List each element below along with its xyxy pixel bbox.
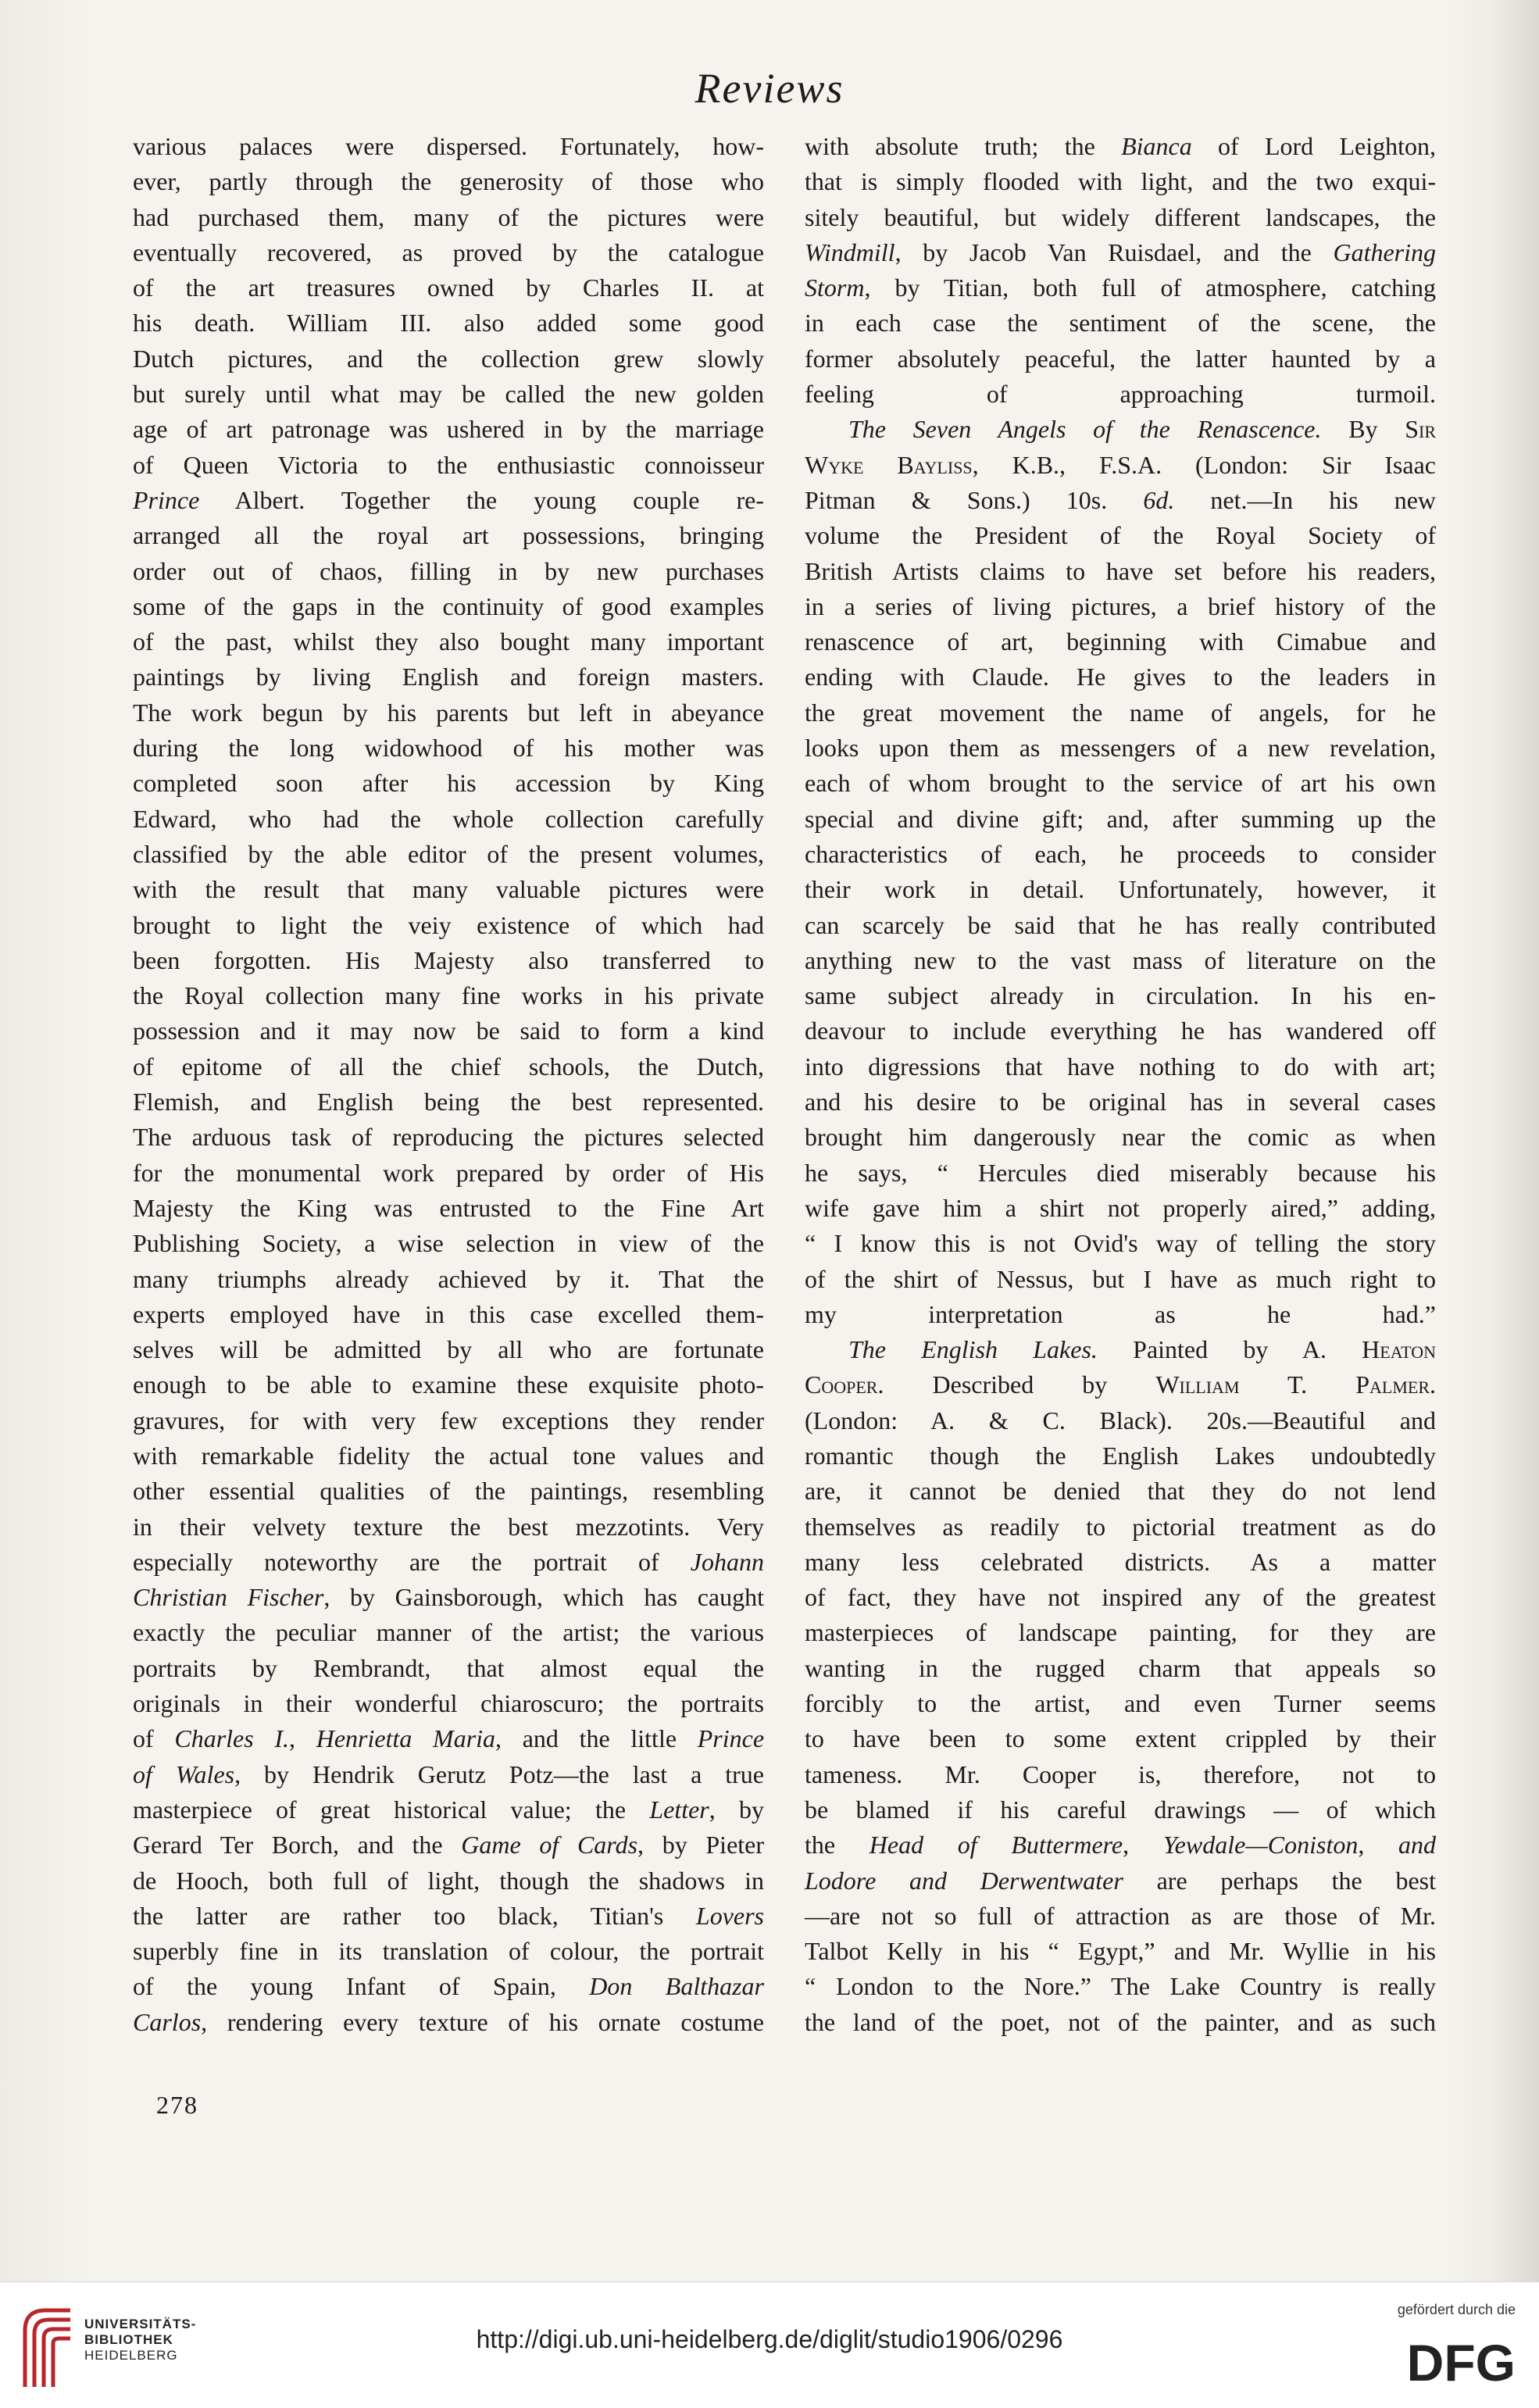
text-line: The Seven Angels of the Renascence. By Sir bbox=[848, 415, 1437, 444]
text-line: had purchased them, many of the pictures were bbox=[133, 202, 764, 231]
text-line: Flemish, and English being the best represented. bbox=[133, 1088, 764, 1116]
text-line: with the result that many valuable pictures were bbox=[133, 875, 764, 904]
text-line: same subject already in circulation. In his en- bbox=[805, 981, 1436, 1010]
text-line: be blamed if his careful drawings — of which bbox=[805, 1795, 1436, 1824]
text-line: Storm, by Titian, both full of atmosphere, catching bbox=[805, 273, 1436, 302]
text-line: of the art treasures owned by Charles II. at bbox=[133, 273, 764, 302]
text-line: characteristics of each, he proceeds to consider bbox=[805, 839, 1436, 868]
text-line: that is simply flooded with light, and the two exqui- bbox=[805, 167, 1436, 196]
text-line: many triumphs already achieved by it. That the bbox=[133, 1264, 764, 1293]
text-line: been forgotten. His Majesty also transferred to bbox=[133, 945, 764, 974]
text-line: to have been to some extent crippled by their bbox=[805, 1724, 1436, 1753]
text-line: each of whom brought to the service of art his own bbox=[805, 769, 1436, 798]
text-line: special and divine gift; and, after summing up the bbox=[805, 804, 1436, 833]
text-line: selves will be admitted by all who are fortunate bbox=[133, 1335, 764, 1364]
text-line: but surely until what may be called the new golden bbox=[133, 380, 764, 409]
text-line: masterpiece of great historical value; the Letter, by bbox=[133, 1795, 765, 1824]
text-line: especially noteworthy are the portrait of Johann bbox=[133, 1547, 764, 1576]
text-line: (London: A. & C. Black). 20s.—Beautiful and bbox=[805, 1406, 1436, 1434]
text-line: into digressions that have nothing to do with art; bbox=[805, 1052, 1436, 1081]
text-line: anything new to the vast mass of literature on the bbox=[805, 945, 1436, 974]
library-line: BIBLIOTHEK bbox=[84, 2332, 173, 2347]
text-line: volume the President of the Royal Society of bbox=[805, 521, 1436, 550]
library-line: UNIVERSITÄTS- bbox=[84, 2317, 197, 2331]
text-line: British Artists claims to have set before his readers, bbox=[805, 556, 1436, 585]
source-url-container bbox=[0, 2325, 1539, 2354]
text-line: possession and it may now be said to form a kind bbox=[133, 1016, 764, 1045]
text-line: gravures, for with very few exceptions they render bbox=[133, 1406, 764, 1434]
svg-text:DFG: DFG bbox=[1406, 2334, 1516, 2388]
text-line: are, it cannot be denied that they do not lend bbox=[805, 1477, 1436, 1506]
text-line: of the shirt of Nessus, but I have as much right to bbox=[805, 1264, 1436, 1293]
text-line: the great movement the name of angels, for he bbox=[805, 698, 1436, 727]
text-line: Gerard Ter Borch, and the Game of Cards, by Pieter bbox=[133, 1831, 765, 1860]
text-line: other essential qualities of the paintings, resembling bbox=[133, 1477, 764, 1506]
text-line: the latter are rather too black, Titian's Lovers bbox=[133, 1901, 764, 1930]
text-line: wanting in the rugged charm that appeals so bbox=[805, 1653, 1436, 1682]
text-line: looks upon them as messengers of a new revelation, bbox=[805, 734, 1436, 763]
text-line: in their velvety texture the best mezzotints. Very bbox=[133, 1512, 764, 1541]
text-line: “ London to the Nore.” The Lake Country is really bbox=[805, 1972, 1436, 2001]
text-line: of fact, they have not inspired any of the greatest bbox=[805, 1583, 1436, 1612]
text-line: classified by the able editor of the present volumes, bbox=[133, 839, 764, 868]
text-line: sitely beautiful, but widely different landscapes, the bbox=[805, 202, 1436, 231]
text-line: Windmill, by Jacob Van Ruisdael, and the Gathering bbox=[805, 238, 1436, 266]
text-line: my interpretation as he had.” bbox=[805, 1299, 1436, 1328]
text-line: for the monumental work prepared by order of His bbox=[133, 1158, 764, 1187]
text-line: Carlos, rendering every texture of his ornate costume bbox=[133, 2007, 764, 2036]
text-line: renascence of art, beginning with Cimabue and bbox=[805, 627, 1436, 656]
text-line: themselves as readily to pictorial treatment as do bbox=[805, 1512, 1436, 1541]
text-line: enough to be able to examine these exquisite photo- bbox=[133, 1370, 764, 1399]
text-line: their work in detail. Unfortunately, however, it bbox=[805, 875, 1436, 904]
text-line: exactly the peculiar manner of the artist; the various bbox=[133, 1618, 764, 1647]
text-line: of the past, whilst they also bought many important bbox=[133, 627, 764, 656]
text-line: Talbot Kelly in his “ Egypt,” and Mr. Wyllie in his bbox=[805, 1937, 1436, 1966]
text-line: of Wales, by Hendrik Gerutz Potz—the last a true bbox=[133, 1760, 765, 1788]
text-line: forcibly to the artist, and even Turner seems bbox=[805, 1689, 1436, 1718]
text-line: romantic though the English Lakes undoubtedly bbox=[805, 1441, 1436, 1470]
text-line: of Charles I., Henrietta Maria, and the little Prince bbox=[133, 1724, 765, 1753]
left-text-column bbox=[133, 129, 764, 2040]
page-edge-shadow bbox=[1492, 0, 1539, 2281]
text-line: Cooper. Described by William T. Palmer. bbox=[805, 1370, 1436, 1399]
text-line: completed soon after his accession by King bbox=[133, 769, 764, 798]
digitization-footer bbox=[0, 2281, 1539, 2408]
text-line: wife gave him a shirt not properly aired,” adding, bbox=[805, 1193, 1436, 1222]
text-line: Majesty the King was entrusted to the Fine Art bbox=[133, 1193, 764, 1222]
text-line: order out of chaos, filling in by new purchases bbox=[133, 556, 764, 585]
text-line: in a series of living pictures, a brief history of the bbox=[805, 591, 1436, 620]
text-line: of the young Infant of Spain, Don Balthazar bbox=[133, 1972, 764, 2001]
text-line: masterpieces of landscape painting, for they are bbox=[805, 1618, 1436, 1647]
text-line: The work begun by his parents but left in abeyance bbox=[133, 698, 764, 727]
text-line: —are not so full of attraction as are those of Mr. bbox=[805, 1901, 1436, 1930]
funding-note: gefördert durch die bbox=[1397, 2302, 1516, 2317]
dfg-logo-icon bbox=[1398, 2334, 1516, 2388]
text-line: feeling of approaching turmoil. bbox=[805, 380, 1436, 409]
text-line: tameness. Mr. Cooper is, therefore, not to bbox=[805, 1760, 1436, 1788]
text-line: with absolute truth; the Bianca of Lord Leighton, bbox=[805, 132, 1437, 160]
text-line: Dutch pictures, and the collection grew slowly bbox=[133, 344, 764, 373]
text-line: the Head of Buttermere, Yewdale—Coniston, and bbox=[805, 1831, 1437, 1860]
text-line: of epitome of all the chief schools, the Dutch, bbox=[133, 1052, 764, 1081]
text-line: many less celebrated districts. As a matter bbox=[805, 1547, 1436, 1576]
text-line: arranged all the royal art possessions, bringing bbox=[133, 521, 764, 550]
text-line: of Queen Victoria to the enthusiastic connoisseur bbox=[133, 450, 764, 479]
text-line: can scarcely be said that he has really contributed bbox=[805, 910, 1436, 939]
text-line: Edward, who had the whole collection carefully bbox=[133, 804, 764, 833]
text-line: some of the gaps in the continuity of good examples bbox=[133, 591, 764, 620]
text-line: the Royal collection many fine works in his private bbox=[133, 981, 764, 1010]
text-line: The arduous task of reproducing the pictures selected bbox=[133, 1123, 764, 1152]
right-text-column bbox=[805, 129, 1436, 2040]
text-line: deavour to include everything he has wandered off bbox=[805, 1016, 1436, 1045]
text-line: his death. William III. also added some good bbox=[133, 309, 764, 338]
source-url-link[interactable]: http://digi.ub.uni-heidelberg.de/diglit/studio1906/0296 bbox=[476, 2325, 1063, 2353]
text-line: originals in their wonderful chiaroscuro; the portraits bbox=[133, 1689, 764, 1718]
text-line: Publishing Society, a wise selection in view of the bbox=[133, 1229, 764, 1258]
text-line: he says, “ Hercules died miserably because his bbox=[805, 1158, 1436, 1187]
text-line: portraits by Rembrandt, that almost equal the bbox=[133, 1653, 764, 1682]
text-line: paintings by living English and foreign masters. bbox=[133, 663, 764, 691]
text-line: and his desire to be original has in several cases bbox=[805, 1088, 1436, 1116]
text-line: experts employed have in this case excelled them- bbox=[133, 1299, 764, 1328]
running-header: Reviews bbox=[695, 65, 844, 112]
text-line: Wyke Bayliss, K.B., F.S.A. (London: Sir Isaac bbox=[805, 450, 1436, 479]
text-line: Prince Albert. Together the young couple re- bbox=[133, 485, 764, 514]
text-line: Lodore and Derwentwater are perhaps the best bbox=[805, 1866, 1437, 1895]
text-line: superbly fine in its translation of colour, the portrait bbox=[133, 1937, 764, 1966]
text-line: The English Lakes. Painted by A. Heaton bbox=[848, 1335, 1436, 1364]
text-line: during the long widowhood of his mother was bbox=[133, 734, 764, 763]
text-line: brought him dangerously near the comic as when bbox=[805, 1123, 1436, 1152]
text-line: eventually recovered, as proved by the catalogue bbox=[133, 238, 764, 266]
text-line: the land of the poet, not of the painter, and as such bbox=[805, 2007, 1436, 2036]
text-line: ever, partly through the generosity of those who bbox=[133, 167, 764, 196]
page-number: 278 bbox=[156, 2091, 198, 2119]
text-line: former absolutely peaceful, the latter haunted by a bbox=[805, 344, 1436, 373]
text-line: age of art patronage was ushered in by the marriage bbox=[133, 415, 764, 444]
text-line: ending with Claude. He gives to the leaders in bbox=[805, 663, 1436, 691]
text-line: in each case the sentiment of the scene, the bbox=[805, 309, 1436, 338]
text-line: with remarkable fidelity the actual tone values and bbox=[133, 1441, 764, 1470]
text-line: Pitman & Sons.) 10s. 6d. net.—In his new bbox=[805, 485, 1437, 514]
text-line: Christian Fischer, by Gainsborough, which has caught bbox=[133, 1583, 765, 1612]
library-line: HEIDELBERG bbox=[84, 2348, 178, 2363]
text-line: “ I know this is not Ovid's way of telling the story bbox=[805, 1229, 1436, 1258]
text-line: various palaces were dispersed. Fortunately, how- bbox=[133, 132, 764, 160]
text-line: brought to light the veiy existence of which had bbox=[133, 910, 764, 939]
text-line: de Hooch, both full of light, though the shadows in bbox=[133, 1866, 764, 1895]
